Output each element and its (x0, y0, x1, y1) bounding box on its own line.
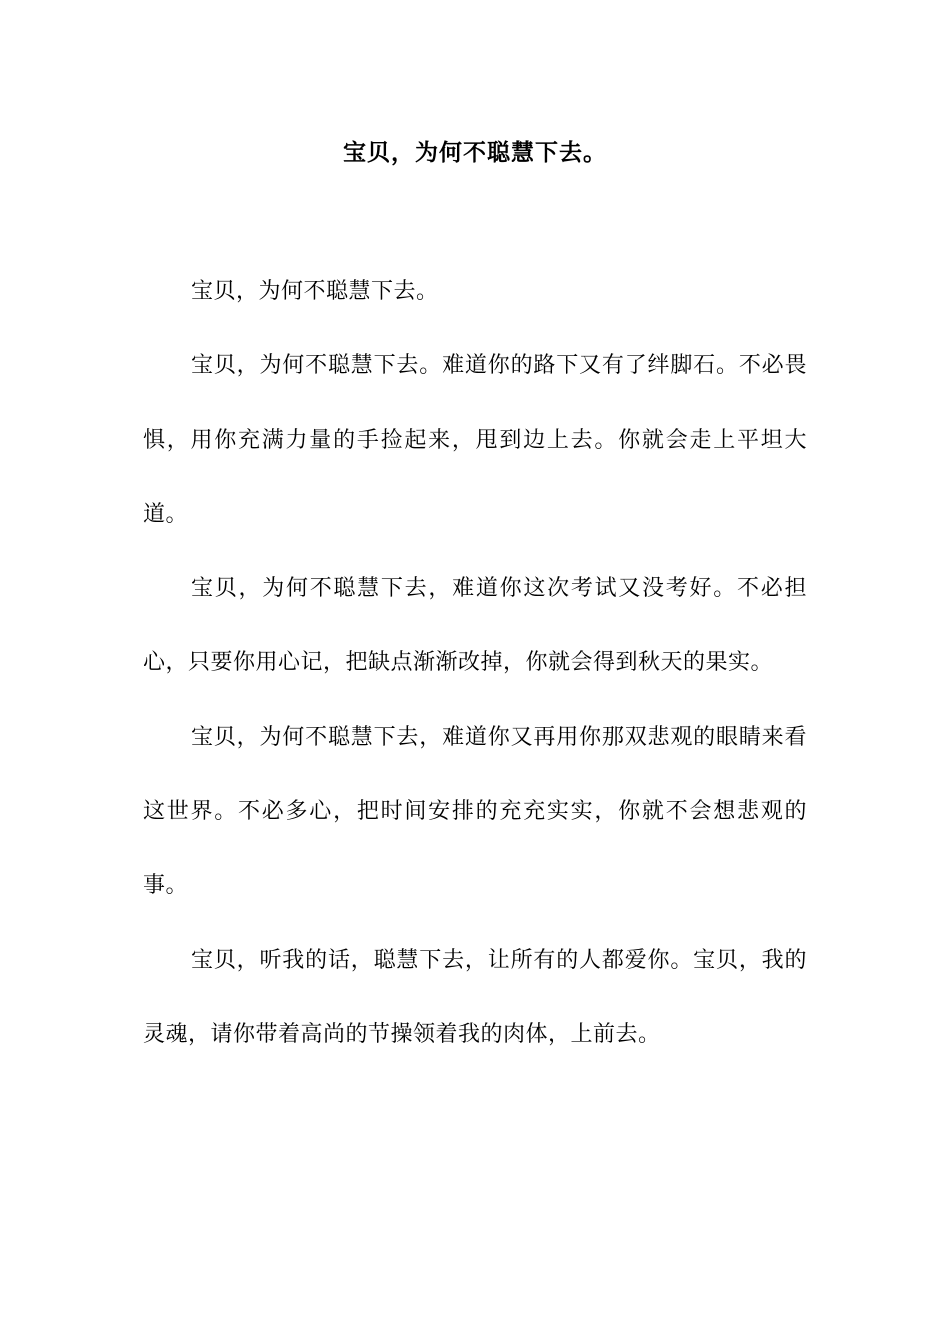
paragraph-2: 宝贝，为何不聪慧下去。难道你的路下又有了绊脚石。不必畏惧，用你充满力量的手捡起来，甩到边上去。你就会走上平坦大道。 (143, 353, 807, 527)
paragraph-1: 宝贝，为何不聪慧下去。 (191, 279, 439, 304)
document-body (143, 255, 807, 1072)
paragraph-3: 宝贝，为何不聪慧下去，难道你这次考试又没考好。不必担心，只要你用心记，把缺点渐渐改掉，你就会得到秋天的果实。 (143, 576, 807, 676)
paragraph-4: 宝贝，为何不聪慧下去，难道你又再用你那双悲观的眼睛来看这世界。不必多心，把时间安排的充充实实，你就不会想悲观的事。 (143, 724, 807, 899)
document-title: 宝贝，为何不聪慧下去。 (343, 140, 607, 166)
paragraph-5: 宝贝，听我的话，聪慧下去，让所有的人都爱你。宝贝，我的灵魂，请你带着高尚的节操领着我的肉体，上前去。 (143, 947, 807, 1047)
